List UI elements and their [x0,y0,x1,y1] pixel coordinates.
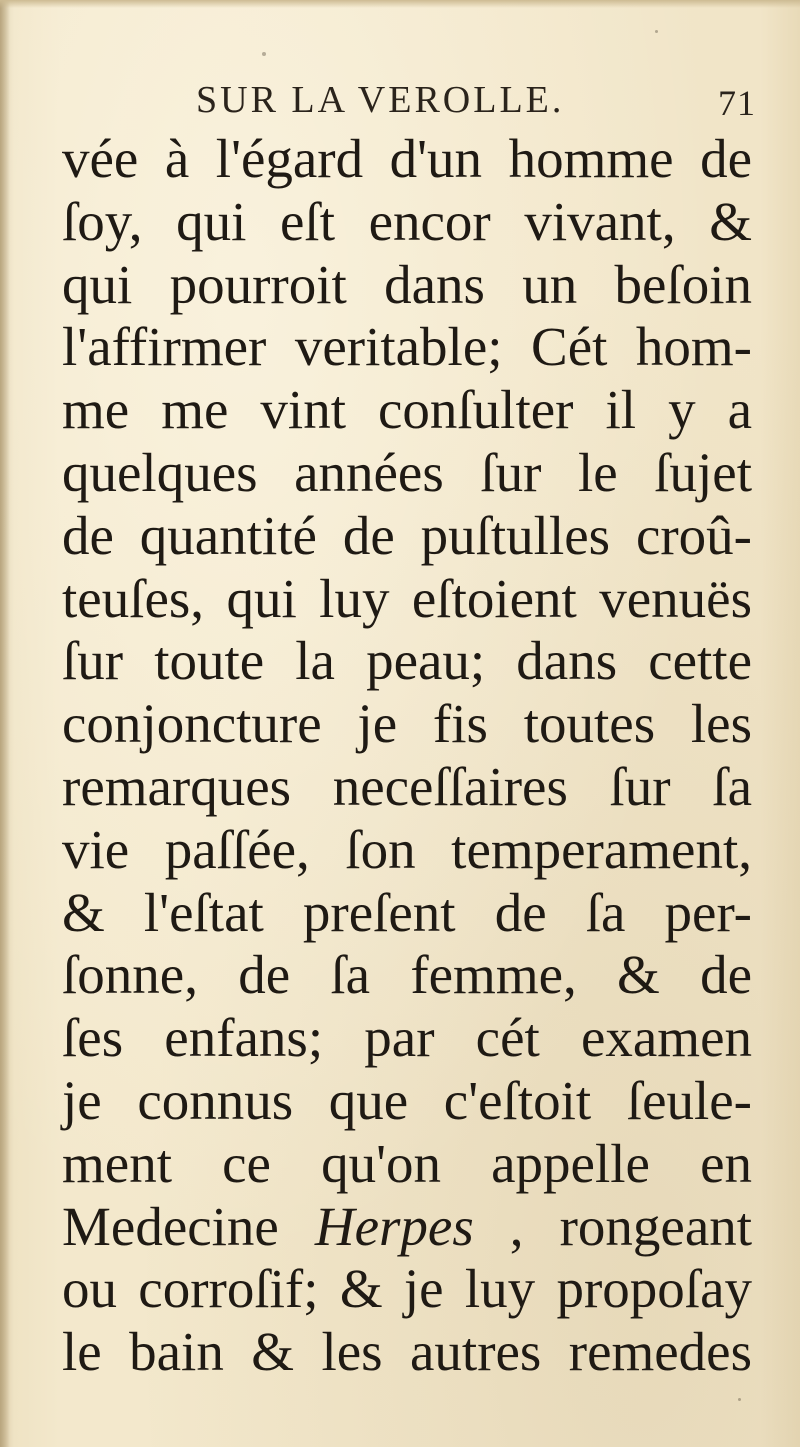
text-line: qui pourroit dans un beſoin [62,253,752,315]
paper-speck [655,30,658,33]
page-top-edge [0,0,800,8]
text-line-with-italic [62,1196,752,1259]
text-segment: Medecine [62,1195,279,1257]
text-line: ment ce qu'on appelle en [62,1132,752,1194]
text-line: quelques années ſur le ſujet [62,441,752,503]
italic-term: Herpes [314,1195,474,1257]
text-line: le bain & les autres remedes [62,1321,752,1383]
page-gutter-shadow [0,0,10,1447]
text-line: ſes enfans; par cét examen [62,1007,752,1069]
text-line: vée à l'égard d'un homme de [62,128,752,189]
text-line: de quantité de puſtulles croû- [62,504,752,566]
text-line: ou corroſif; & je luy propoſay [62,1258,752,1320]
text-line: l'affirmer veritable; Cét hom- [62,316,752,378]
text-line: remarques neceſſaires ſur ſa [62,755,752,817]
text-line: ſur toute la peau; dans cette [62,630,752,692]
paper-speck [738,1398,741,1401]
text-line: me me vint conſulter il y a [62,379,752,441]
running-head [196,78,756,134]
paper-speck [262,52,266,56]
text-line: conjoncture je fis toutes les [62,693,752,755]
text-line: teuſes, qui luy eſtoient venuës [62,567,752,629]
text-line: je connus que c'eſtoit ſeule- [62,1069,752,1131]
text-segment: , rongeant [509,1195,753,1257]
text-line: ſoy, qui eſt encor vivant, & [62,190,752,252]
running-title: SUR LA VEROLLE. [196,79,565,121]
page-number: 71 [718,83,756,123]
text-line: ſonne, de ſa femme, & de [62,944,752,1006]
text-line: & l'eſtat preſent de ſa per- [62,881,752,943]
text-line: vie paſſée, ſon temperament, [62,818,752,880]
body-text [62,128,752,1384]
